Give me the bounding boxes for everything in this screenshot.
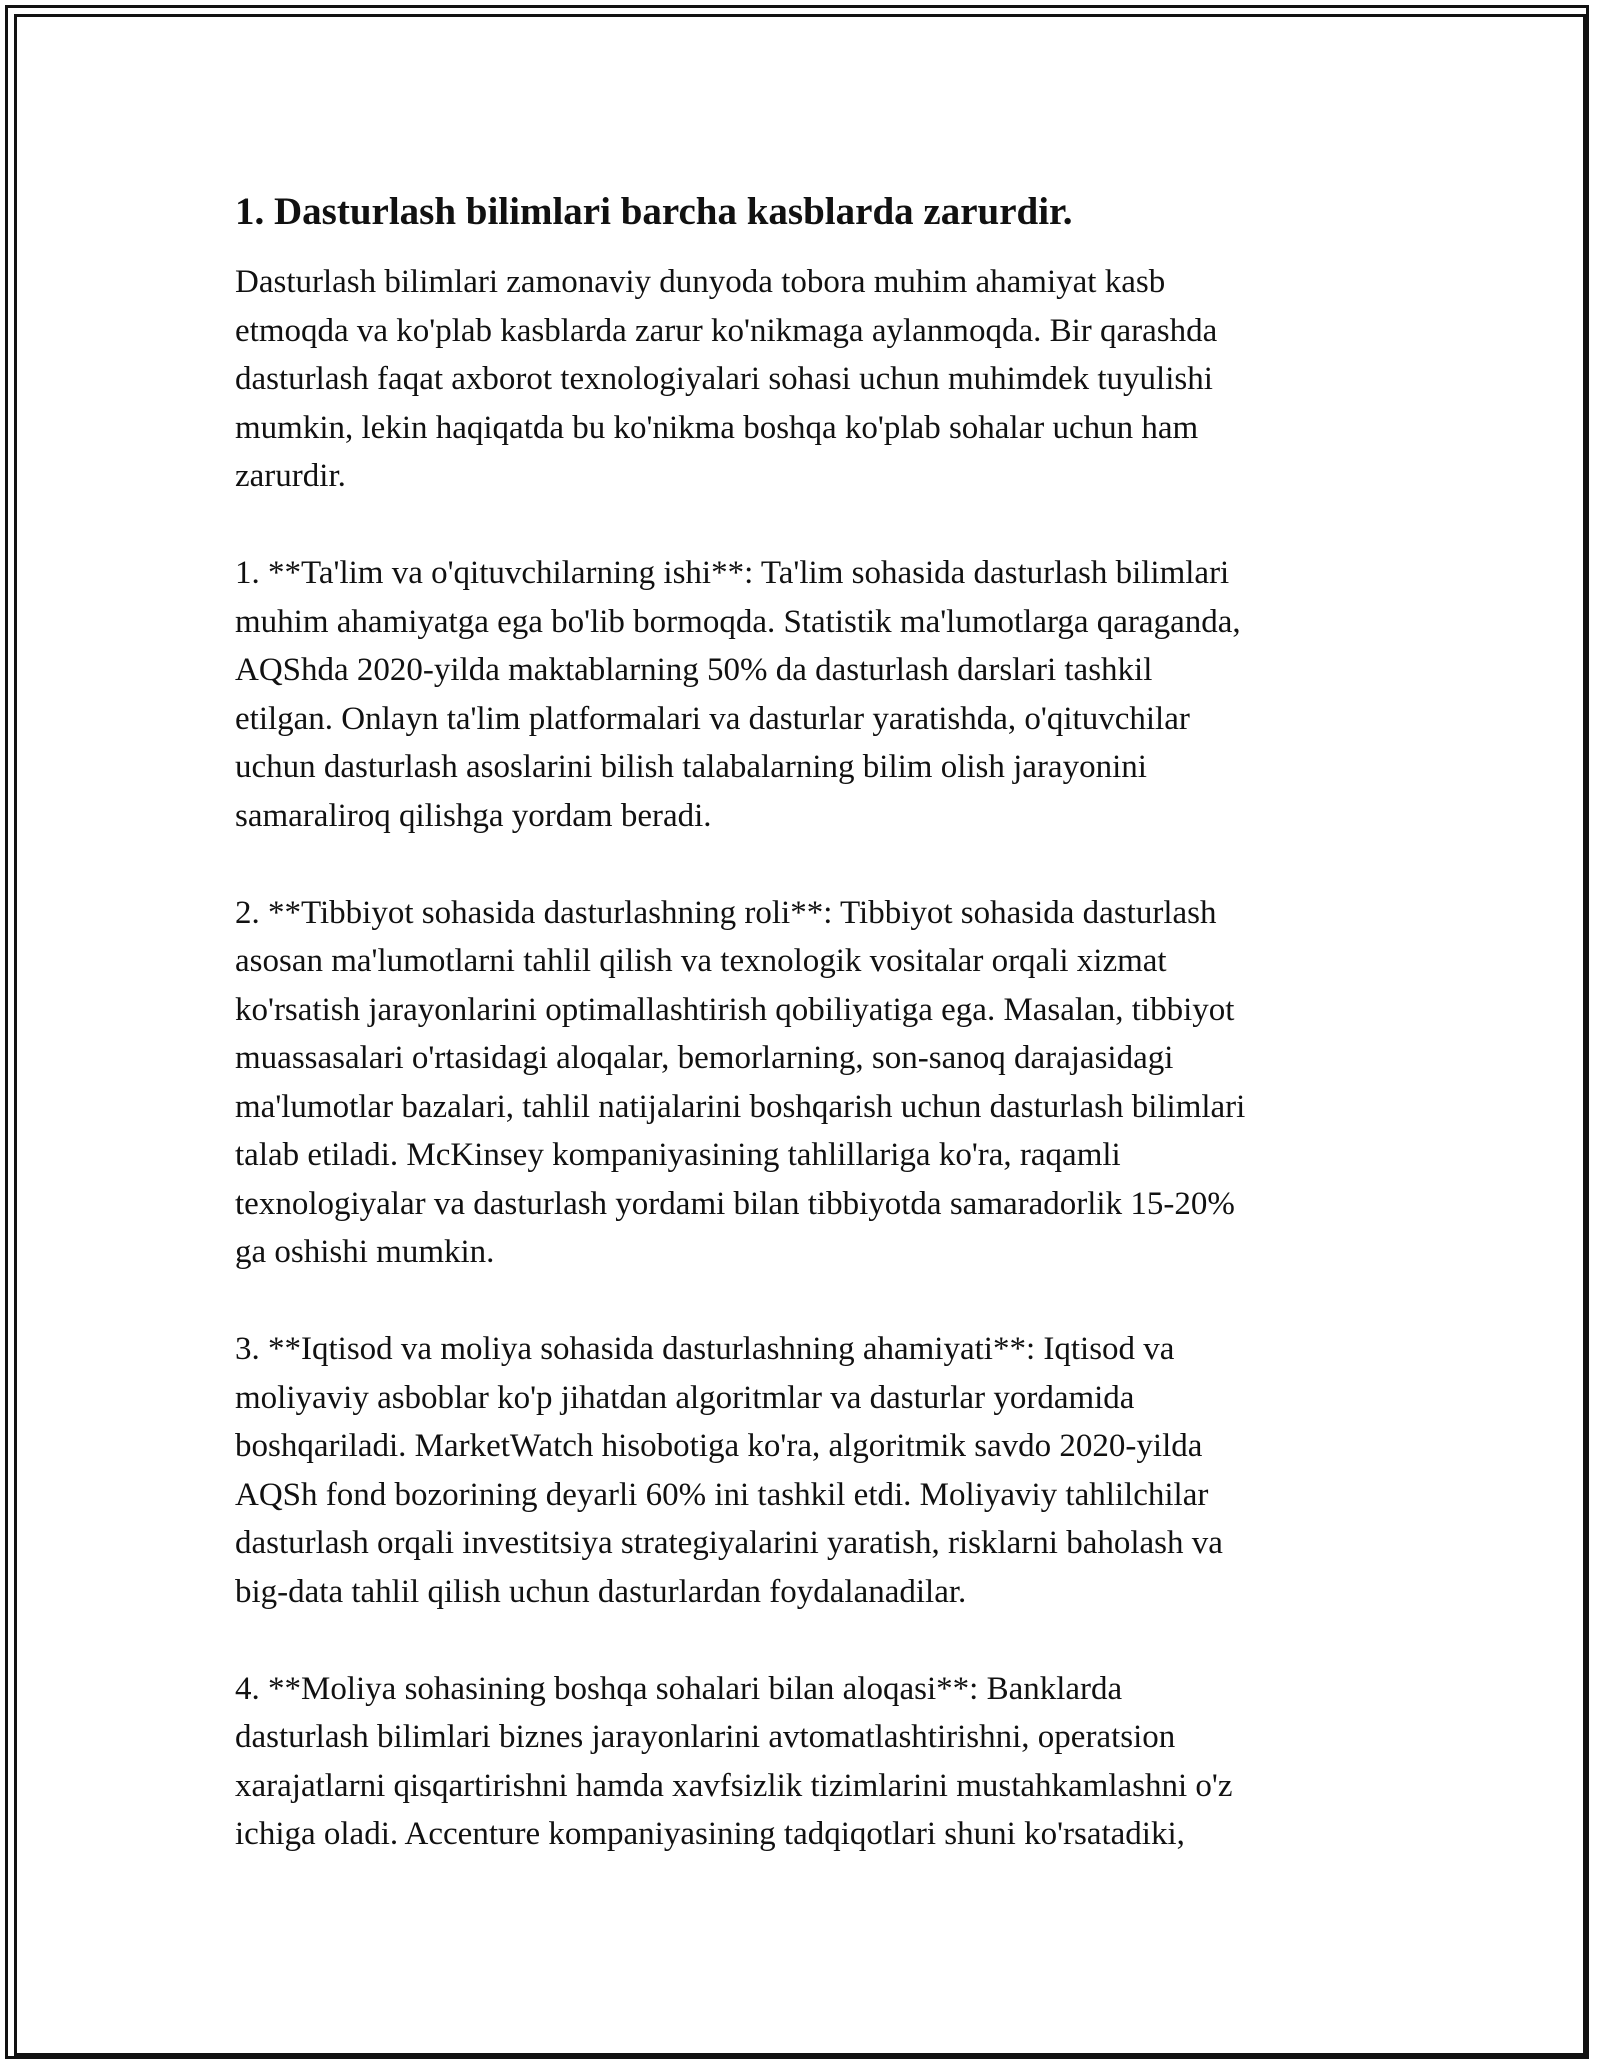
- text-line: texnologiyalar va dasturlash yordami bilan tibbiyotda samaradorlik 15-20%: [235, 1185, 1235, 1222]
- text-line: mumkin, lekin haqiqatda bu ko'nikma boshqa ko'plab sohalar uchun ham: [235, 409, 1199, 446]
- text-line: dasturlash faqat axborot texnologiyalari sohasi uchun muhimdek tuyulishi: [235, 361, 1213, 397]
- text-line: talab etiladi. McKinsey kompaniyasining tahlillariga ko'ra, raqamli: [235, 1137, 1121, 1173]
- text-line: dasturlash bilimlari biznes jarayonlarini avtomatlashtirishni, operatsion: [235, 1719, 1176, 1755]
- text-line: ma'lumotlar bazalari, tahlil natijalarini boshqarish uchun dasturlash bilimlari: [235, 1088, 1246, 1125]
- text-line: AQShda 2020-yilda maktablarning 50% da dasturlash darslari tashkil: [235, 652, 1153, 688]
- text-line: AQSh fond bozorining deyarli 60% ini tashkil etdi. Moliyaviy tahlilchilar: [235, 1476, 1209, 1513]
- text-line: moliyaviy asboblar ko'p jihatdan algoritmlar va dasturlar yordamida: [235, 1379, 1135, 1416]
- text-line: boshqariladi. MarketWatch hisobotiga ko'ra, algoritmik savdo 2020-yilda: [235, 1428, 1203, 1464]
- document-title: 1. Dasturlash bilimlari barcha kasblarda zarurdir.: [235, 190, 1073, 233]
- text-line: xarajatlarni qisqartirishni hamda xavfsizlik tizimlarini mustahkamlashni o'z: [235, 1767, 1233, 1804]
- text-line: 2. **Tibbiyot sohasida dasturlashning roli**: Tibbiyot sohasida dasturlash: [235, 894, 1217, 931]
- document-body: [235, 186, 1370, 1907]
- text-line: etilgan. Onlayn ta'lim platformalari va dasturlar yaratishda, o'qituvchilar: [235, 700, 1190, 737]
- text-line: 4. **Moliya sohasining boshqa sohalari bilan aloqasi**: Banklarda: [235, 1670, 1123, 1707]
- text-line: ko'rsatish jarayonlarini optimallashtirish qobiliyatiga ega. Masalan, tibbiyot: [235, 991, 1235, 1028]
- section-banking-paragraph: [235, 1665, 1370, 1859]
- intro-paragraph: [235, 258, 1370, 501]
- text-line: uchun dasturlash asoslarini bilish talabalarning bilim olish jarayonini: [235, 749, 1147, 785]
- section-medicine-paragraph: [235, 889, 1370, 1277]
- text-line: ichiga oladi. Accenture kompaniyasining tadqiqotlari shuni ko'rsatadiki,: [235, 1816, 1185, 1852]
- text-line: 1. **Ta'lim va o'qituvchilarning ishi**: Ta'lim sohasida dasturlash bilimlari: [235, 555, 1230, 591]
- text-line: muhim ahamiyatga ega bo'lib bormoqda. Statistik ma'lumotlarga qaraganda,: [235, 603, 1241, 640]
- text-line: muassasalari o'rtasidagi aloqalar, bemorlarning, son-sanoq darajasidagi: [235, 1040, 1174, 1076]
- section-education-paragraph: [235, 549, 1370, 840]
- text-line: dasturlash orqali investitsiya strategiyalarini yaratish, risklarni baholash va: [235, 1525, 1223, 1561]
- text-line: Dasturlash bilimlari zamonaviy dunyoda tobora muhim ahamiyat kasb: [235, 264, 1166, 300]
- text-line: samaraliroq qilishga yordam beradi.: [235, 797, 712, 834]
- section-economy-paragraph: [235, 1325, 1370, 1616]
- text-line: 3. **Iqtisod va moliya sohasida dasturlashning ahamiyati**: Iqtisod va: [235, 1331, 1175, 1367]
- text-line: asosan ma'lumotlarni tahlil qilish va texnologik vositalar orqali xizmat: [235, 943, 1167, 979]
- text-line: big-data tahlil qilish uchun dasturlardan foydalanadilar.: [235, 1573, 967, 1610]
- text-line: ga oshishi mumkin.: [235, 1234, 495, 1270]
- text-line: zarurdir.: [235, 458, 346, 494]
- text-line: etmoqda va ko'plab kasblarda zarur ko'nikmaga aylanmoqda. Bir qarashda: [235, 312, 1218, 349]
